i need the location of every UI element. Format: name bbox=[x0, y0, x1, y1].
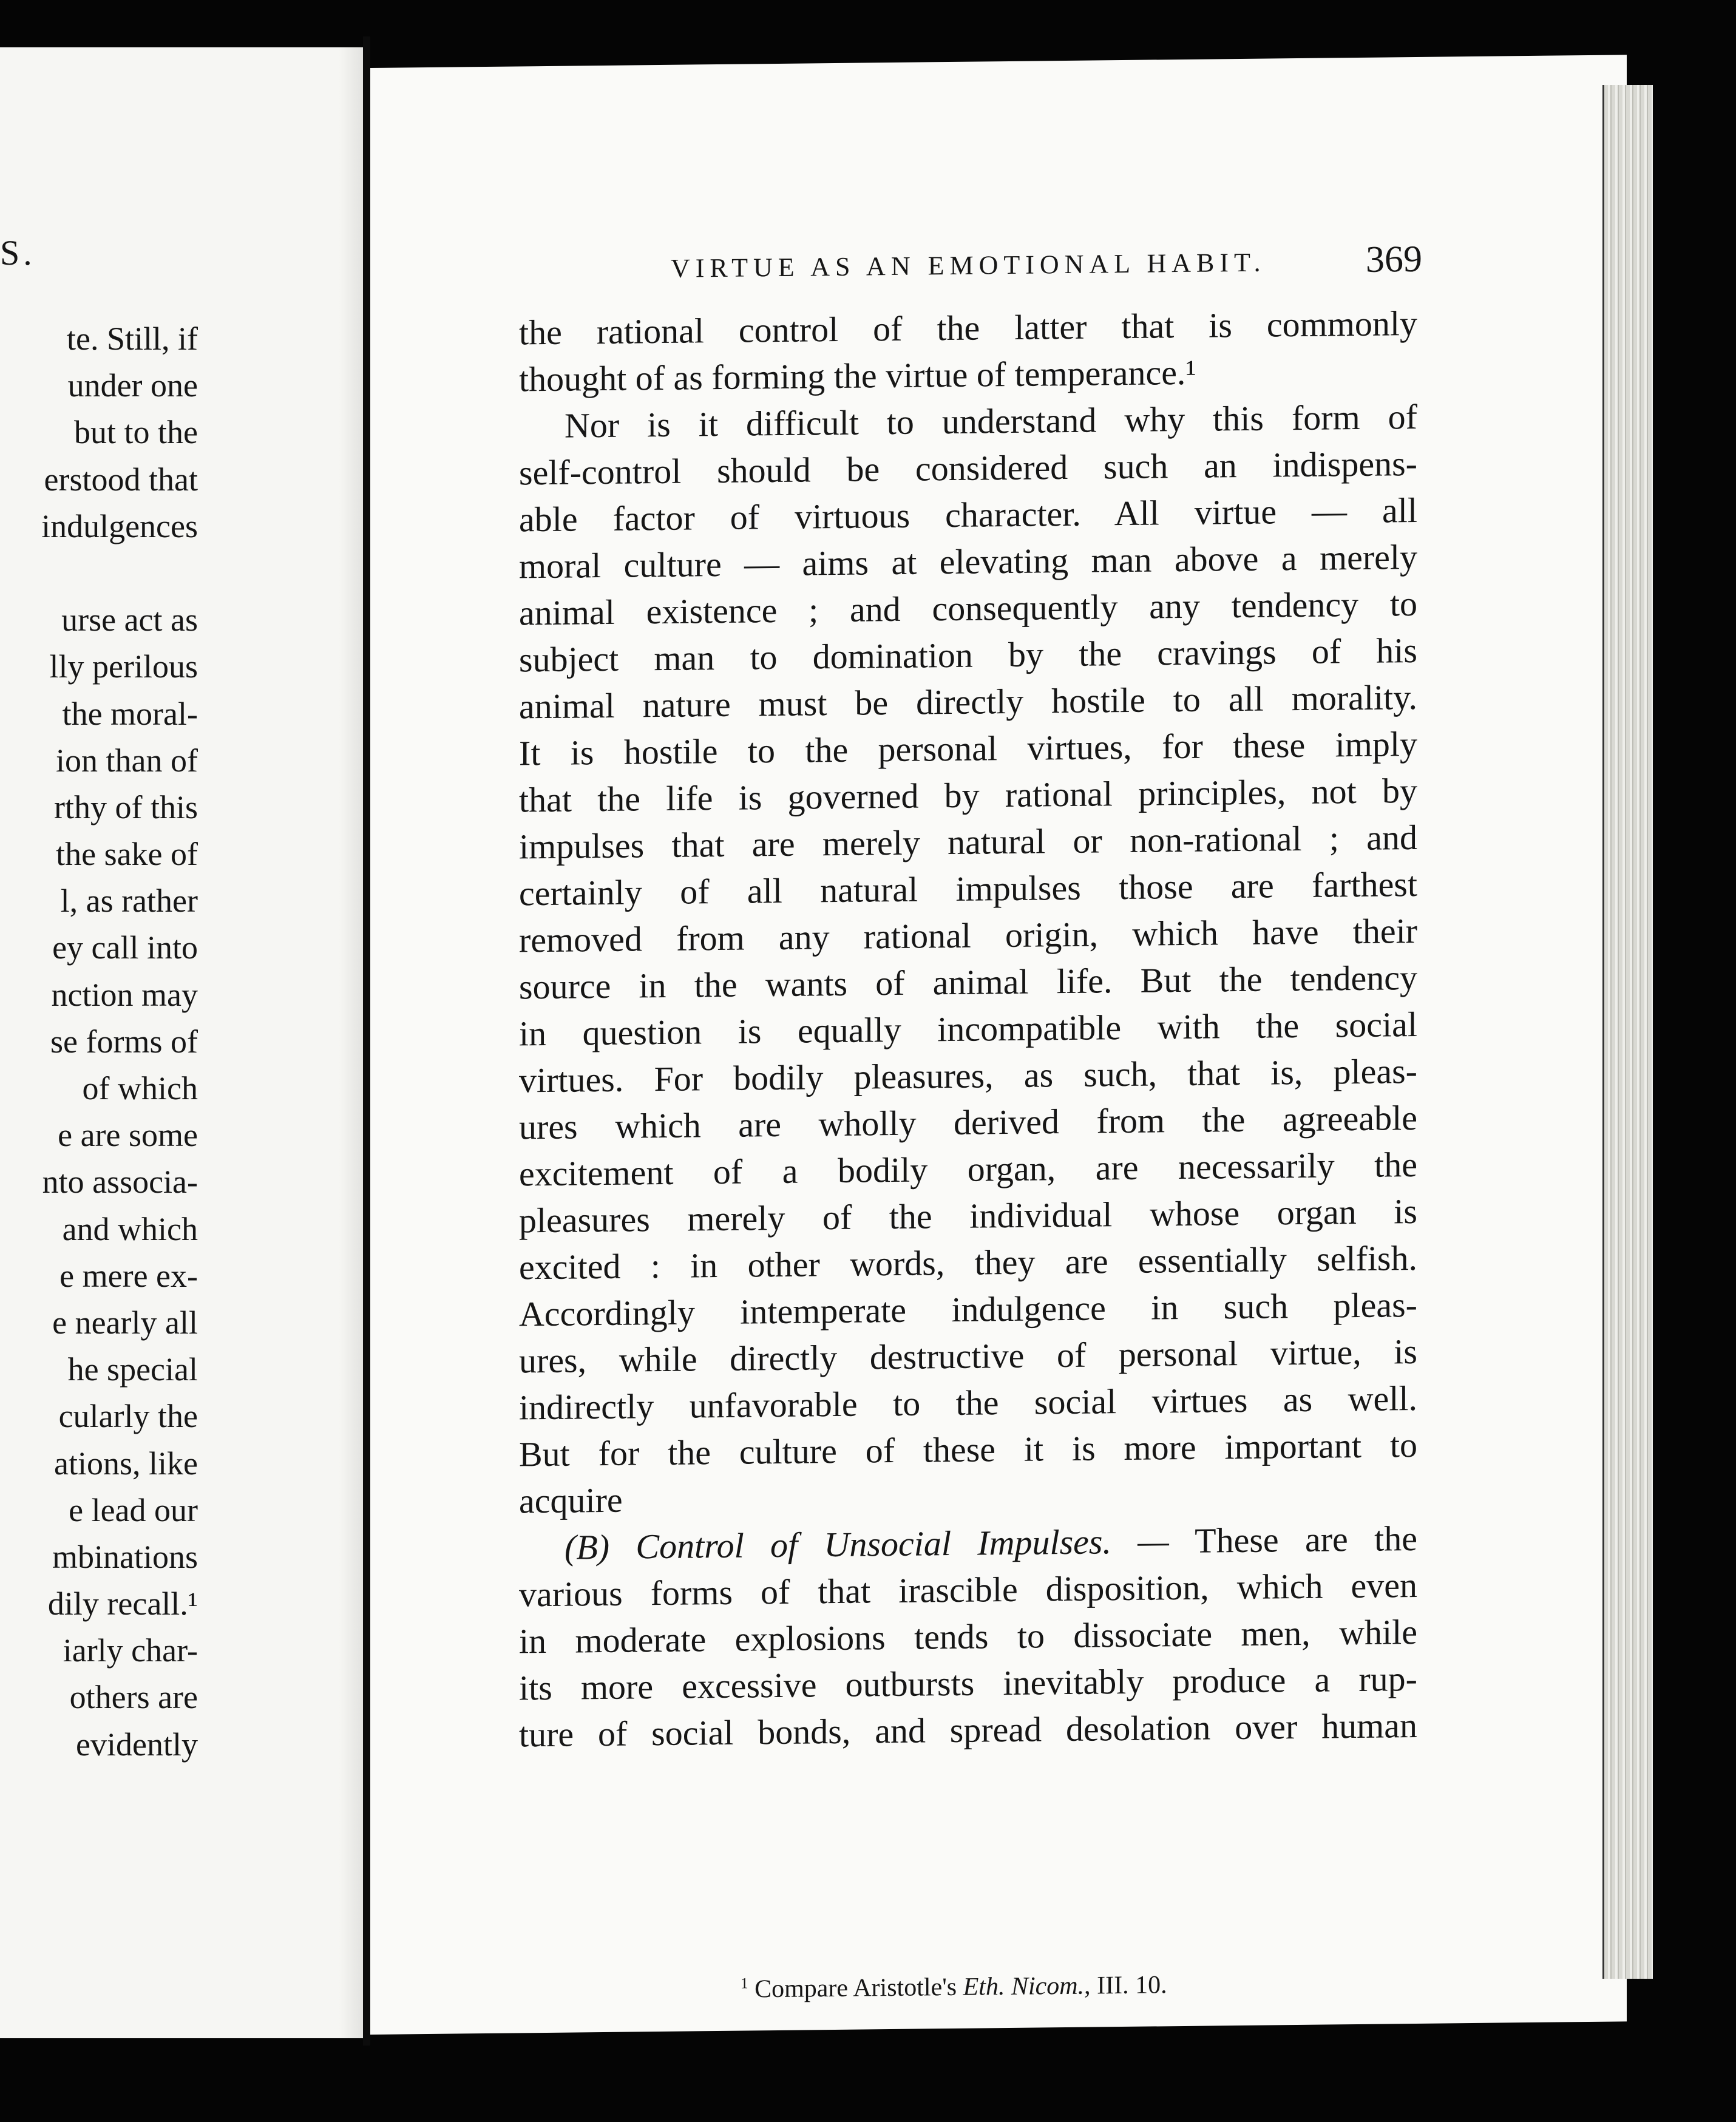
footnote-text: Compare Aristotle's bbox=[754, 1973, 957, 2004]
left-line: ations, like bbox=[54, 1445, 198, 1482]
left-page-text bbox=[0, 316, 198, 1768]
left-page-header-fragment: S. bbox=[0, 233, 36, 273]
gutter-shadow bbox=[339, 47, 363, 2038]
running-head: VIRTUE AS AN EMOTIONAL HABIT. bbox=[671, 247, 1266, 283]
body-text bbox=[519, 300, 1417, 1758]
page-number: 369 bbox=[1366, 238, 1422, 280]
body-line: moral culture — aims at elevating man above a merely bbox=[519, 537, 1417, 586]
body-line: its more excessive outbursts inevitably produce a rup- bbox=[519, 1658, 1417, 1708]
left-line: erstood that bbox=[44, 461, 198, 498]
left-line: evidently bbox=[76, 1726, 198, 1763]
body-line: thought of as forming the virtue of temperance.¹ bbox=[519, 352, 1196, 399]
body-line: acquire bbox=[519, 1480, 623, 1521]
body-line: It is hostile to the personal virtues, for these imply bbox=[519, 724, 1417, 773]
left-line: mbinations bbox=[52, 1538, 198, 1575]
left-line: e mere ex- bbox=[59, 1257, 198, 1294]
body-line: removed from any rational origin, which have their bbox=[519, 910, 1417, 960]
left-line: the sake of bbox=[56, 836, 198, 873]
left-line: e are some bbox=[58, 1117, 198, 1154]
section-heading: (B) Control of Unsocial Impulses. — bbox=[565, 1521, 1169, 1567]
body-line: virtues. For bodily pleasures, as such, that is, pleas- bbox=[519, 1051, 1417, 1100]
left-line: nto associa- bbox=[42, 1164, 198, 1201]
body-line: ures which are wholly derived from the agreeable bbox=[519, 1097, 1417, 1147]
left-line: dily recall.¹ bbox=[47, 1585, 198, 1622]
body-line: various forms of that irascible disposition, which even bbox=[519, 1565, 1417, 1615]
body-line: certainly of all natural impulses those are farthest bbox=[519, 864, 1417, 914]
body-line: excitement of a bodily organ, are necessarily the bbox=[519, 1144, 1417, 1194]
page-edges bbox=[1602, 85, 1653, 1979]
body-line: ures, while directly destructive of personal virtue, is bbox=[519, 1331, 1417, 1381]
body-line: Accordingly intemperate indulgence in such pleas- bbox=[519, 1284, 1417, 1334]
body-line: pleasures merely of the individual whose organ is bbox=[519, 1191, 1417, 1241]
body-line: in question is equally incompatible with the social bbox=[519, 1004, 1417, 1054]
footnote-reference: , III. 10. bbox=[1084, 1971, 1167, 2000]
body-line: that the life is governed by rational principles, not by bbox=[519, 770, 1417, 820]
left-line: of which bbox=[82, 1070, 198, 1107]
left-line: and which bbox=[62, 1210, 198, 1247]
left-line: rthy of this bbox=[54, 788, 198, 825]
body-line: Nor is it difficult to understand why this form of bbox=[565, 396, 1417, 446]
body-line: the rational control of the latter that is commonly bbox=[519, 303, 1417, 353]
body-line: But for the culture of these it is more important to bbox=[519, 1425, 1417, 1474]
body-line: self-control should be considered such an indispens- bbox=[519, 443, 1417, 493]
right-page bbox=[370, 55, 1627, 2035]
left-line: nction may bbox=[51, 976, 198, 1013]
body-line: indirectly unfavorable to the social virtues as well. bbox=[519, 1378, 1417, 1428]
body-line: able factor of virtuous character. All virtue — all bbox=[519, 490, 1417, 540]
left-line: e lead our bbox=[69, 1491, 198, 1528]
left-line: urse act as bbox=[61, 602, 198, 639]
body-line-fragment: These are the bbox=[1195, 1518, 1417, 1561]
left-line bbox=[0, 550, 198, 597]
left-line: se forms of bbox=[50, 1023, 198, 1060]
body-line: animal nature must be directly hostile to all morality. bbox=[519, 677, 1417, 727]
left-page bbox=[0, 47, 363, 2038]
left-line: ey call into bbox=[52, 929, 198, 966]
left-line: cularly the bbox=[58, 1398, 198, 1435]
left-line: under one bbox=[67, 367, 198, 404]
left-line: e nearly all bbox=[52, 1304, 198, 1341]
book-spine-gutter bbox=[363, 36, 370, 2046]
footnote bbox=[741, 1970, 1167, 2004]
body-line: ture of social bonds, and spread desolation over human bbox=[519, 1705, 1417, 1755]
body-line: in moderate explosions tends to dissociate men, while bbox=[519, 1612, 1417, 1661]
left-line: indulgences bbox=[41, 507, 198, 544]
footnote-work-title: Eth. Nicom. bbox=[963, 1971, 1085, 2001]
body-line: animal existence ; and consequently any tendency to bbox=[519, 583, 1417, 633]
body-line: subject man to domination by the cravings of his bbox=[519, 630, 1417, 680]
left-line: ion than of bbox=[56, 742, 198, 779]
left-line: he special bbox=[67, 1351, 198, 1388]
body-line: excited : in other words, they are essentially selfish. bbox=[519, 1238, 1417, 1287]
left-line: lly perilous bbox=[49, 648, 198, 685]
left-line: l, as rather bbox=[60, 883, 198, 920]
left-line: te. Still, if bbox=[67, 320, 198, 357]
footnote-marker: 1 bbox=[741, 1975, 748, 1992]
left-line: others are bbox=[69, 1679, 198, 1716]
left-line: the moral- bbox=[62, 695, 198, 732]
left-line: but to the bbox=[74, 414, 198, 451]
body-line: impulses that are merely natural or non-rational ; and bbox=[519, 817, 1417, 867]
left-line: iarly char- bbox=[63, 1632, 198, 1669]
body-line: source in the wants of animal life. But the tendency bbox=[519, 957, 1417, 1007]
